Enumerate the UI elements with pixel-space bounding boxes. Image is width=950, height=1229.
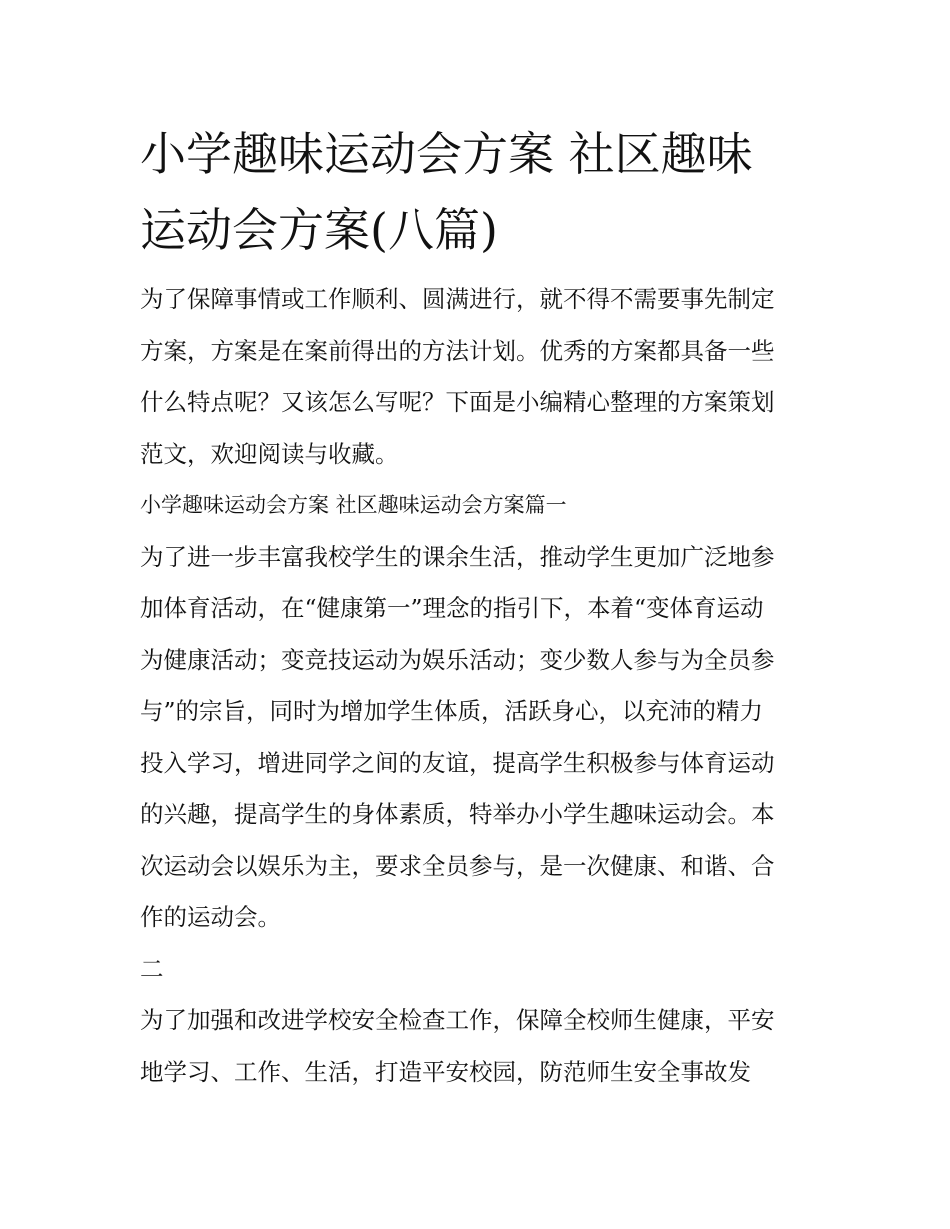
paragraph-line: 投入学习，增进同学之间的友谊，提高学生积极参与体育运动 [140, 748, 775, 777]
section-2-paragraph [140, 995, 812, 1098]
paragraph-line: 为了加强和改进学校安全检查工作，保障全校师生健康，平安 [140, 1006, 775, 1034]
paragraph-line: 作的运动会。 [140, 903, 281, 931]
paragraph-line: 次运动会以娱乐为主，要求全员参与，是一次健康、和谐、合 [140, 851, 775, 880]
paragraph-line: 加体育活动，在“健康第一”理念的指引下，本着“变体育运动 [140, 594, 764, 622]
intro-line: 为了保障事情或工作顺利、圆满进行，就不得不需要事先制定 [140, 285, 775, 313]
paragraph-line: 为了进一步丰富我校学生的课余生活，推动学生更加广泛地参 [140, 542, 775, 571]
document-page [140, 0, 812, 1229]
title-line-2: 运动会方案(八篇) [140, 203, 498, 257]
paragraph-line: 为健康活动；变竞技运动为娱乐活动；变少数人参与为全员参 [140, 645, 775, 674]
paragraph-line: 与”的宗旨，同时为增加学生体质，活跃身心，以充沛的精力 [140, 697, 764, 725]
intro-paragraph [140, 274, 812, 480]
paragraph-line: 地学习、工作、生活，打造平安校园，防范师生安全事故发 [140, 1057, 751, 1086]
intro-line: 什么特点呢？又该怎么写呢？下面是小编精心整理的方案策划 [140, 388, 775, 416]
section-2-heading: 二 [140, 954, 164, 983]
section-1-heading: 小学趣味运动会方案 社区趣味运动会方案篇一 [140, 493, 567, 517]
section-1-paragraph [140, 532, 812, 944]
document-title [140, 116, 812, 268]
title-line-1: 小学趣味运动会方案 社区趣味 [140, 127, 753, 181]
document-body [140, 274, 812, 1098]
intro-line: 方案，方案是在案前得出的方法计划。优秀的方案都具备一些 [140, 336, 775, 365]
intro-line: 范文，欢迎阅读与收藏。 [140, 439, 399, 468]
paragraph-line: 的兴趣，提高学生的身体素质，特举办小学生趣味运动会。本 [140, 800, 775, 828]
